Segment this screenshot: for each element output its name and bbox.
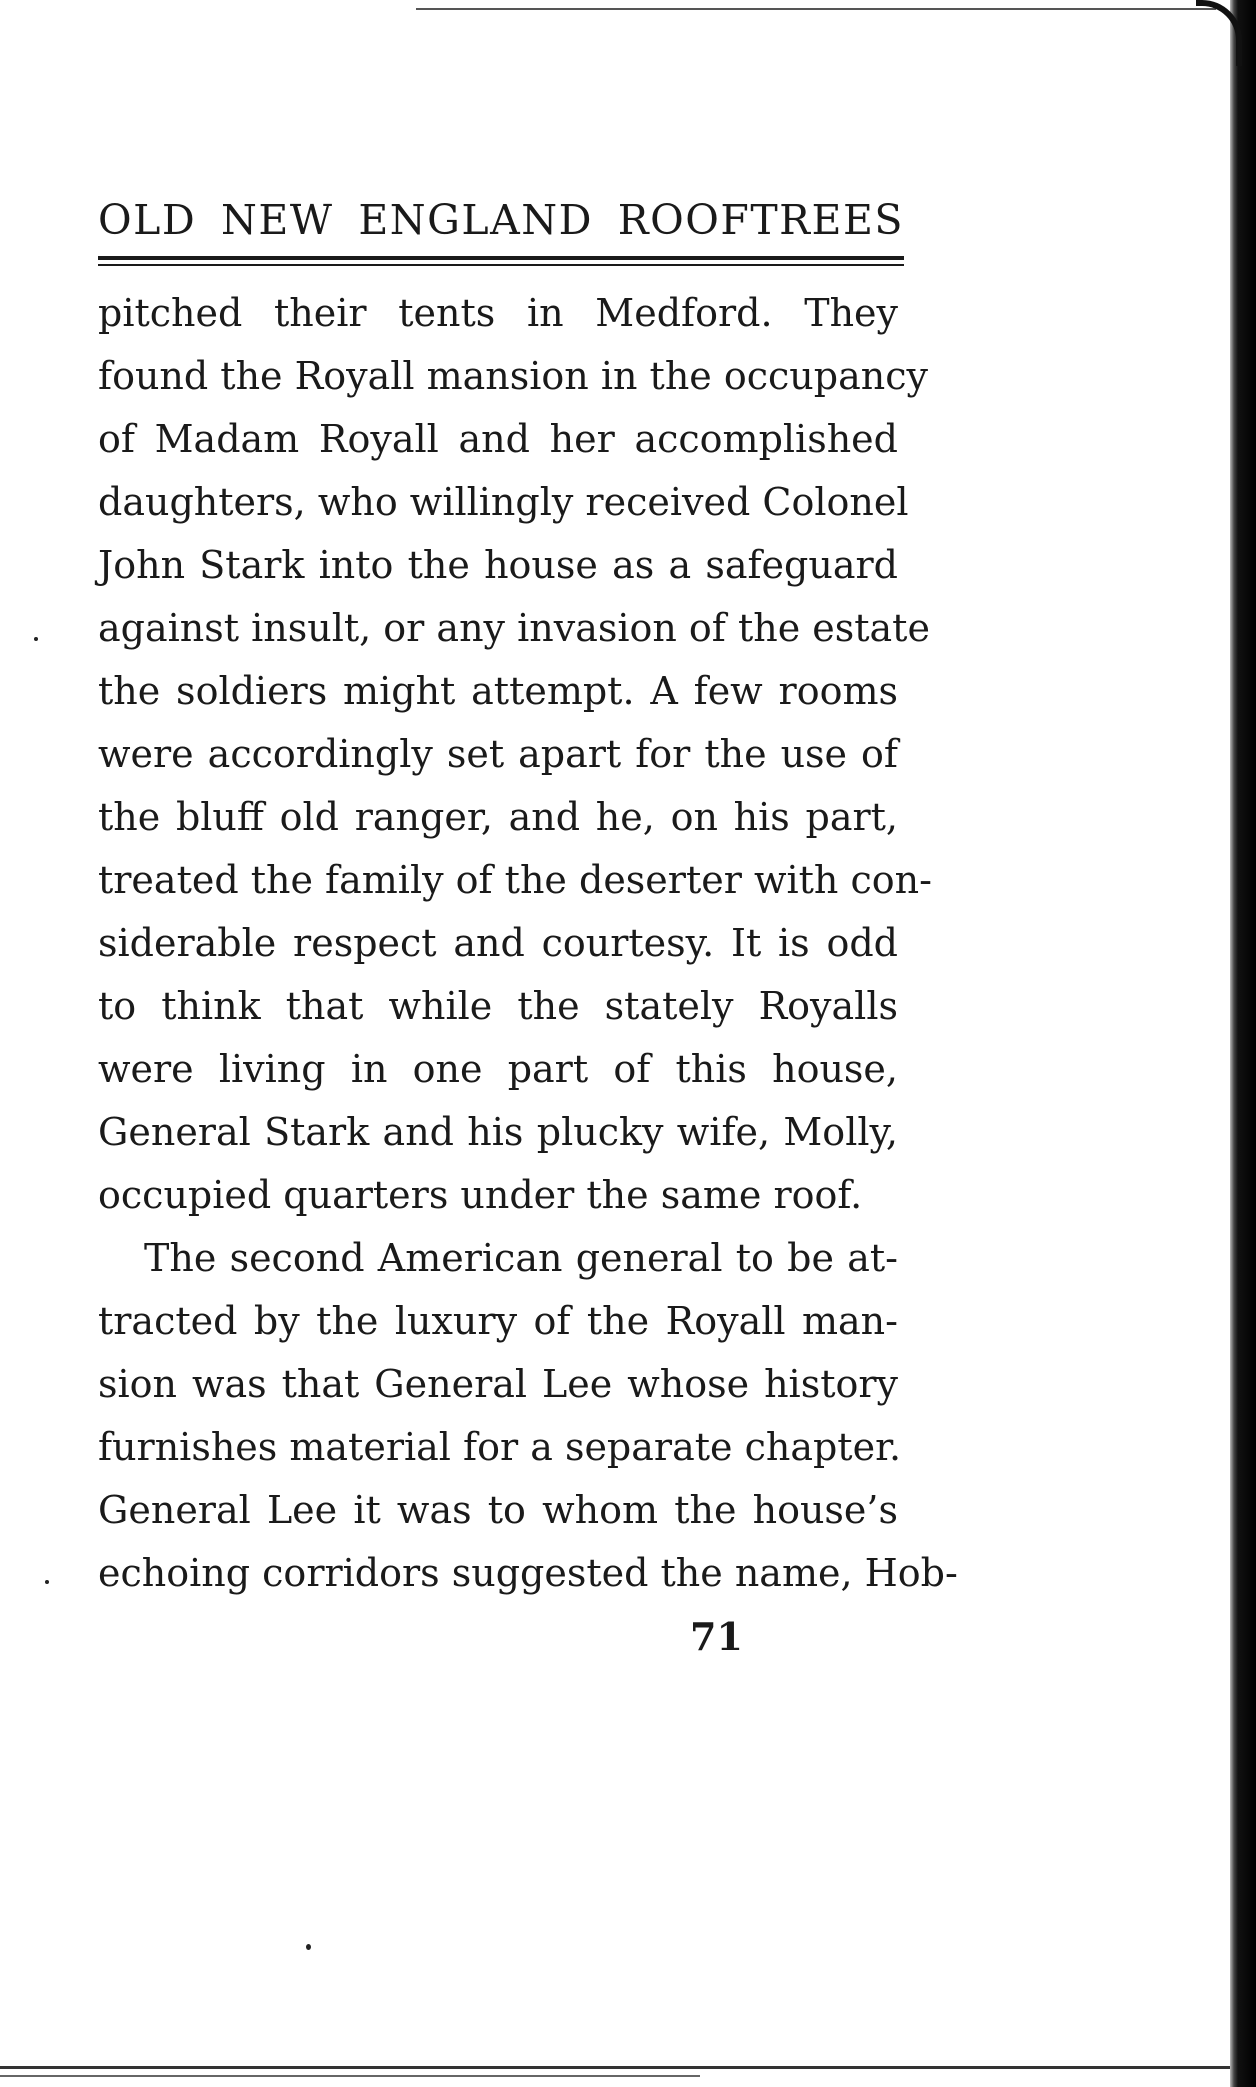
scan-top-rule: [416, 8, 1216, 10]
text-line: echoing corridors suggested the name, Hob-: [98, 1551, 958, 1595]
text-line: daughters, who willingly received Colonel: [98, 480, 909, 524]
text-line: occupied quarters under the same roof.: [98, 1173, 863, 1217]
text-line: found the Royall mansion in the occupancy: [98, 354, 928, 398]
text-line: were living in one part of this house,: [98, 1047, 898, 1091]
body-text: [98, 282, 958, 1605]
text-line: furnishes material for a separate chapter.: [98, 1425, 902, 1469]
scan-bottom-rule-secondary: [0, 2075, 700, 2077]
header-rule-thin: [98, 264, 904, 266]
page-number: 71: [690, 1614, 743, 1659]
text-line: the soldiers might attempt. A few rooms: [98, 669, 898, 713]
scan-speck: [34, 637, 38, 641]
text-line: the bluff old ranger, and he, on his part,: [98, 795, 898, 839]
book-binding-edge: [1230, 0, 1256, 2087]
scan-speck: [306, 1944, 311, 1950]
text-line: pitched their tents in Medford. They: [98, 291, 898, 335]
text-line: against insult, or any invasion of the estate: [98, 606, 930, 650]
text-line: General Lee it was to whom the house’s: [98, 1488, 898, 1532]
text-line: General Stark and his plucky wife, Molly,: [98, 1110, 898, 1154]
text-line: treated the family of the deserter with con-: [98, 858, 932, 902]
text-line: of Madam Royall and her accomplished: [98, 417, 898, 461]
text-line: were accordingly set apart for the use of: [98, 732, 898, 776]
text-line: to think that while the stately Royalls: [98, 984, 898, 1028]
running-head: OLD NEW ENGLAND ROOFTREES: [98, 196, 904, 244]
text-line: The second American general to be at-: [144, 1236, 898, 1280]
scan-bottom-rule: [0, 2066, 1230, 2069]
text-line: sion was that General Lee whose history: [98, 1362, 898, 1406]
text-line: siderable respect and courtesy. It is odd: [98, 921, 898, 965]
text-line: tracted by the luxury of the Royall man-: [98, 1299, 898, 1343]
header-rule-thick: [98, 256, 904, 260]
text-line: John Stark into the house as a safeguard: [98, 543, 898, 587]
scan-speck: [45, 1580, 49, 1584]
